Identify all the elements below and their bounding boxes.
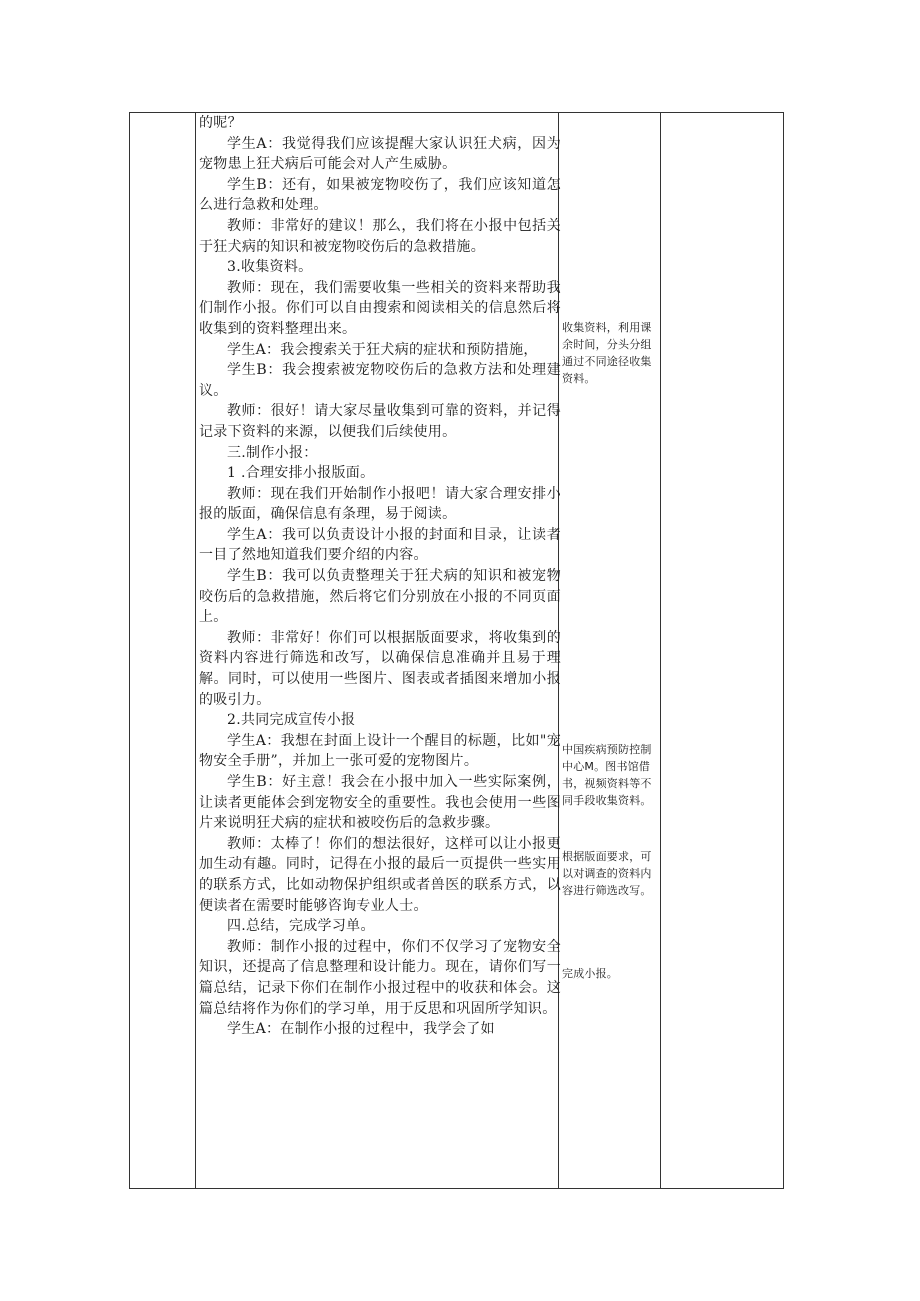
lesson-paragraph: 学生B：还有，如果被宠物咬伤了，我们应该知道怎么进行急救和处理。 [199, 176, 561, 214]
lesson-paragraph: 教师：非常好！你们可以根据版面要求，将收集到的资料内容进行筛选和改写，以确保信息准确并且易于理解。同时，可以使用一些图片、图表或者插图来增加小报的吸引力。 [199, 629, 561, 708]
lesson-paragraph: 学生A：在制作小报的过程中，我学会了如 [227, 1021, 495, 1038]
note-collect-materials: 收集资料，利用课余时间，分头分组通过不同途径收集资料。 [562, 321, 652, 385]
note-layout: 根据版面要求，可以对调查的资料内容进行筛选改写。 [562, 850, 652, 897]
column-divider [660, 113, 661, 1188]
lesson-paragraph: 教师：现在我们开始制作小报吧！请大家合理安排小报的版面，确保信息有条理，易于阅读。 [199, 485, 561, 523]
lesson-paragraph: 三.制作小报： [227, 444, 318, 461]
lesson-paragraph: 学生A：我会搜索关于狂犬病的症状和预防措施， [227, 341, 538, 358]
lesson-paragraph: 1 .合理安排小报版面。 [227, 465, 375, 482]
lesson-paragraph: 教师：非常好的建议！那么，我们将在小报中包括关于狂犬病的知识和被宠物咬伤后的急救措施。 [199, 217, 561, 255]
lesson-paragraph: 学生B：我可以负责整理关于狂犬病的知识和被宠物咬伤后的急救措施，然后将它们分别放在小报的不同页面上。 [199, 568, 561, 626]
lesson-paragraph: 学生B：好主意！我会在小报中加入一些实际案例，让读者更能体会到宠物安全的重要性。我也会使用一些图片来说明狂犬病的症状和被咬伤后的急救步骤。 [199, 774, 561, 832]
note-finish: 完成小报。 [562, 967, 618, 980]
lesson-paragraph: 的呢？ [199, 115, 242, 131]
lesson-paragraph: 学生B：我会搜索被宠物咬伤后的急救方法和处理建议。 [199, 362, 561, 399]
lesson-paragraph: 学生A：我觉得我们应该提醒大家认识狂犬病，因为宠物患上狂犬病后可能会对人产生威胁。 [199, 135, 561, 173]
lesson-paragraph: 教师：现在，我们需要收集一些相关的资料来帮助我们制作小报。你们可以自由搜索和阅读相关的信息然后将收集到的资料整理出来。 [199, 279, 561, 337]
note-sources: 中国疾病预防控制中心M。图书馆借书，视频资料等不同手段收集资料。 [562, 743, 652, 807]
lesson-paragraph: 学生A：我想在封面上设计一个醒目的标题，比如"宠物安全手册”，并加上一张可爱的宠物图片。 [199, 732, 561, 770]
lesson-process-column [199, 113, 561, 1040]
lesson-paragraph: 学生A：我可以负责设计小报的封面和目录，让读者一目了然地知道我们要介绍的内容。 [199, 526, 561, 564]
lesson-paragraph: 3.收集资料。 [227, 259, 313, 276]
lesson-paragraph: 2.共同完成宣传小报 [227, 712, 356, 729]
column-divider [195, 113, 196, 1188]
lesson-paragraph: 教师：太棒了！你们的想法很好，这样可以让小报更加生动有趣。同时，记得在小报的最后一页提供一些实用的联系方式，比如动物保护组织或者兽医的联系方式，以便读者在需要时能够咨询专业人士。 [199, 835, 561, 914]
lesson-table [129, 112, 784, 1189]
lesson-paragraph: 教师：制作小报的过程中，你们不仅学习了宠物安全知识，还提高了信息整理和设计能力。现在，请你们写一篇总结，记录下你们在制作小报过程中的收获和体会。这篇总结将作为你们的学习单，用于反思和巩固所学知识。 [199, 938, 561, 1017]
lesson-paragraph: 四.总结，完成学习单。 [227, 918, 375, 935]
lesson-paragraph: 教师：很好！请大家尽量收集到可靠的资料，并记得记录下资料的来源，以便我们后续使用。 [199, 403, 561, 440]
